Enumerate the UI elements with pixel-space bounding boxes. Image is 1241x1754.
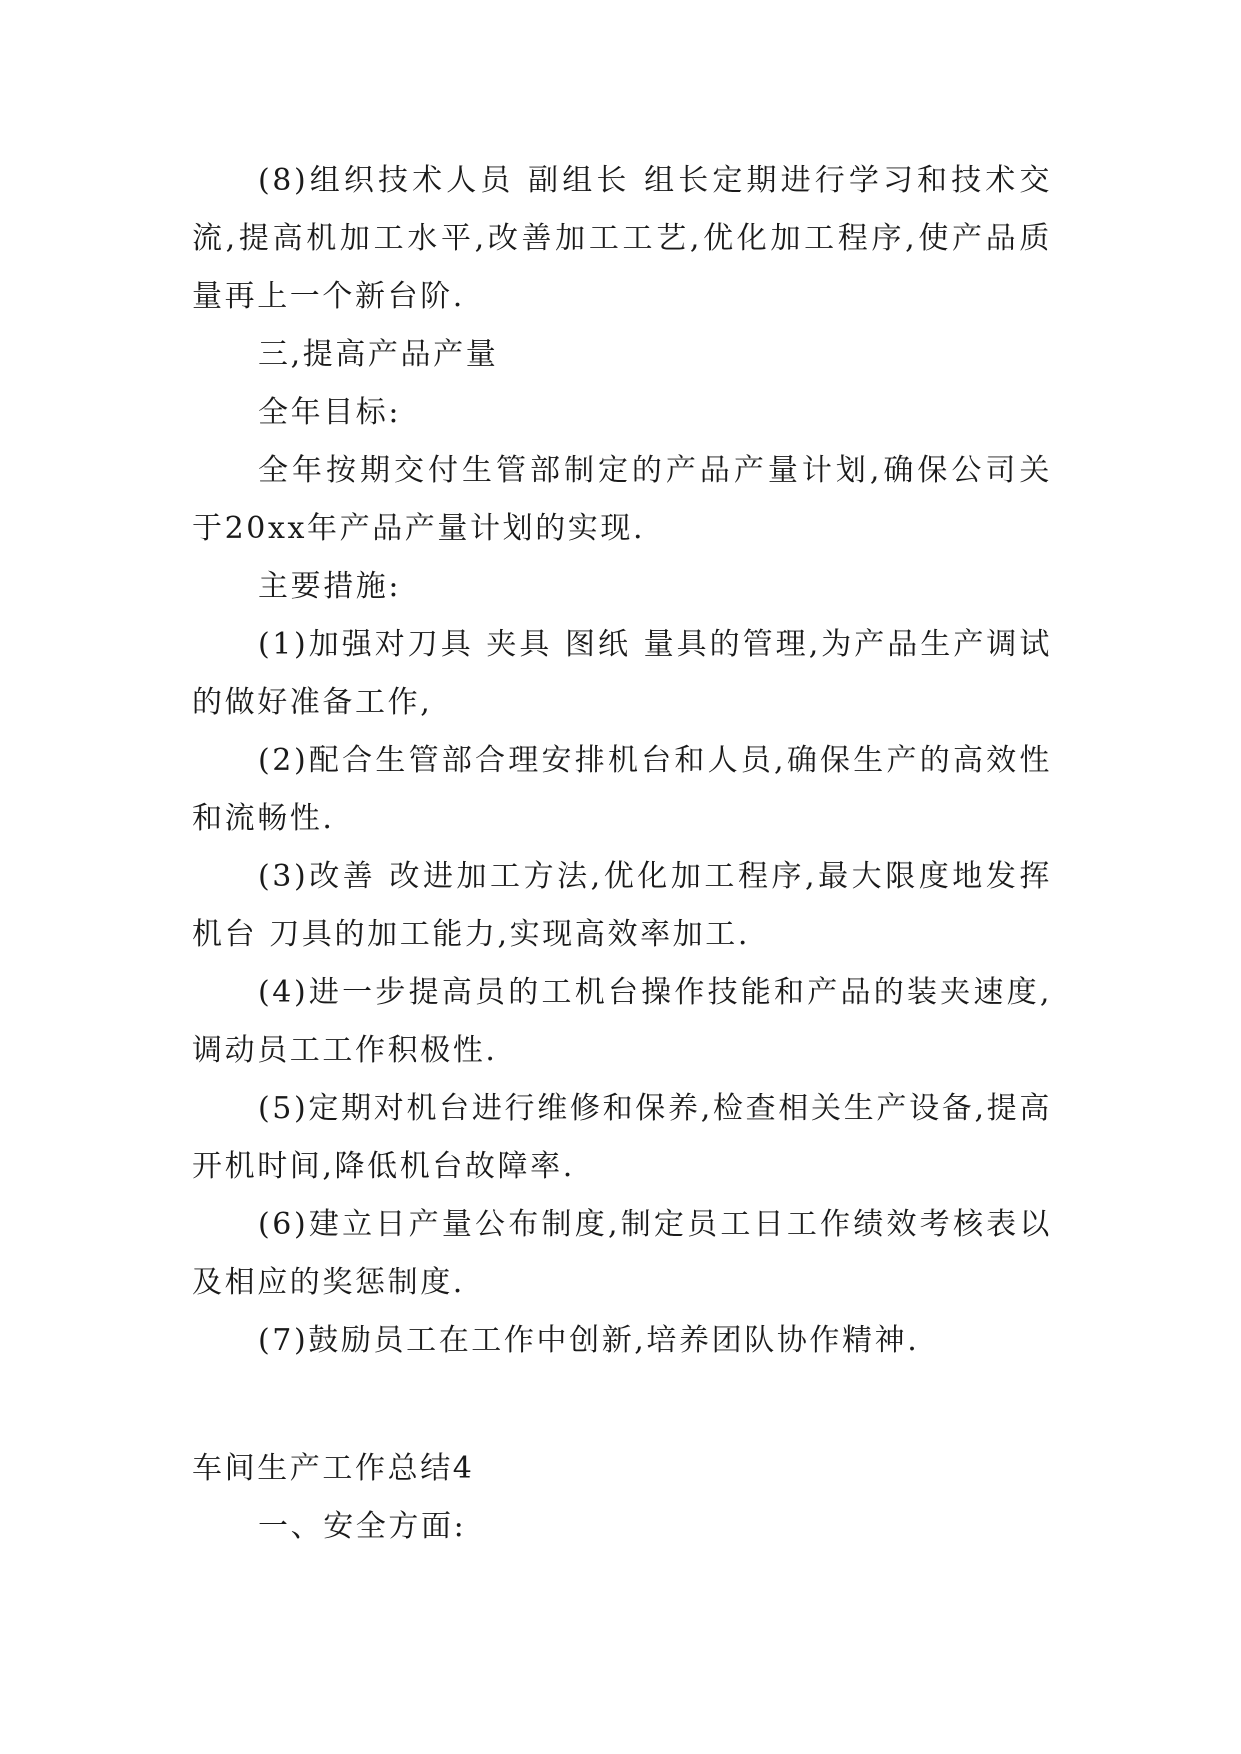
paragraph-annual-goal-label: 全年目标: [258,395,402,430]
paragraph-main-measures-label: 主要措施: [258,569,402,604]
paragraph-measure-6: (6)建立日产量公布制度,制定员工日工作绩效考核表以及相应的奖惩制度. [192,1207,1052,1300]
paragraph-measure-1: (1)加强对刀具 夹具 图纸 量具的管理,为产品生产调试的做好准备工作, [192,627,1052,720]
paragraph-section-three-heading: 三,提高产品产量 [258,337,499,372]
paragraph-measure-3: (3)改善 改进加工方法,优化加工程序,最大限度地发挥机台 刀具的加工能力,实现高效率加工. [192,859,1052,952]
paragraph-measure-5: (5)定期对机台进行维修和保养,检查相关生产设备,提高开机时间,降低机台故障率. [192,1091,1052,1184]
paragraph-measure-7: (7)鼓励员工在工作中创新,培养团队协作精神. [258,1323,920,1358]
section-heading: 车间生产工作总结4 [192,1451,475,1486]
subheading-safety: 一、安全方面: [258,1509,467,1544]
paragraph-measure-4: (4)进一步提高员的工机台操作技能和产品的装夹速度,调动员工工作积极性. [192,975,1052,1068]
paragraph-measure-2: (2)配合生管部合理安排机台和人员,确保生产的高效性和流畅性. [192,743,1052,836]
paragraph-annual-goal: 全年按期交付生管部制定的产品产量计划,确保公司关于20xx年产品产量计划的实现. [192,453,1052,546]
paragraph-measure-8: (8)组织技术人员 副组长 组长定期进行学习和技术交流,提高机加工水平,改善加工工艺,优化加工程序,使产品质量再上一个新台阶. [192,163,1052,314]
